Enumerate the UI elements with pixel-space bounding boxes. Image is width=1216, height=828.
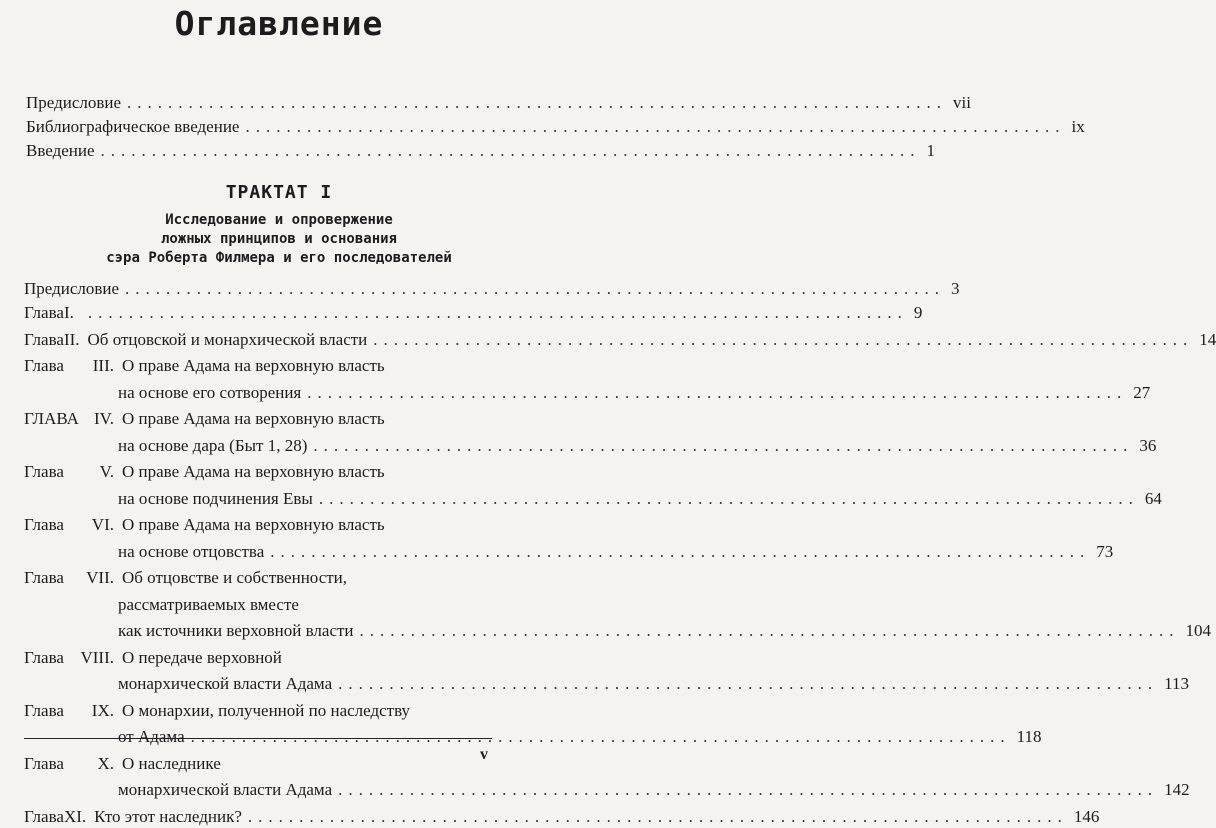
chapter-word: Глава	[24, 807, 64, 826]
chapter-title: О праве Адама на верховную власть	[122, 409, 385, 428]
chapter-title: Об отцовстве и собственности,	[122, 568, 348, 587]
chapter-entry[interactable]	[24, 567, 492, 589]
chapter-word: Глава	[24, 754, 64, 773]
chapter-title: на основе его сотворения	[118, 383, 302, 402]
toc-page-number: 14	[1199, 330, 1216, 349]
leader-dots: ................................................................................	[127, 93, 948, 112]
chapter-entry[interactable]	[24, 461, 492, 483]
chapter-word: Глава	[24, 701, 64, 720]
chapter-title: на основе дара (Быт 1, 28)	[118, 436, 308, 455]
toc-page-number: 36	[1139, 436, 1157, 455]
toc-page-number: 73	[1096, 542, 1114, 561]
leader-dots: ................................................................................	[318, 489, 1139, 508]
toc-page-number: 64	[1144, 489, 1162, 508]
chapter-entry[interactable]	[24, 514, 492, 536]
chapter-word: Глава	[24, 648, 64, 667]
chapter-number: VI.	[91, 515, 114, 534]
leader-dots: ................................................................................	[313, 436, 1134, 455]
chapter-title: Об отцовской и монархической власти	[87, 330, 368, 349]
chapter-entry-continuation[interactable]	[118, 726, 1042, 748]
chapter-word: Глава	[24, 462, 64, 481]
chapter-number: VIII.	[80, 648, 114, 667]
toc-entry[interactable]	[24, 278, 960, 300]
leader-dots: ................................................................................	[190, 727, 1011, 746]
treatise-subtitle: ложных принципов и основания	[160, 231, 397, 247]
chapter-entry[interactable]	[24, 647, 492, 669]
leader-dots: ................................................................................	[338, 674, 1159, 693]
treatise-subtitle: Исследование и опровержение	[165, 212, 393, 228]
chapter-title: как источники верховной власти	[118, 621, 354, 640]
chapter-number: IV.	[94, 409, 114, 428]
toc-page-number: 9	[913, 303, 923, 322]
chapter-word: Глава	[24, 330, 64, 349]
page-folio: v	[480, 746, 488, 763]
chapter-word: Глава	[24, 515, 64, 534]
chapter-entry-continuation[interactable]	[118, 435, 1157, 457]
chapter-number: III.	[92, 356, 114, 375]
toc-entry-label: Введение	[26, 141, 95, 160]
leader-dots: ................................................................................	[100, 141, 921, 160]
chapter-word: Глава	[24, 356, 64, 375]
chapter-title: О праве Адама на верховную власть	[122, 515, 385, 534]
treatise-heading: ТРАКТАТ I	[225, 182, 333, 203]
chapter-title: О праве Адама на верховную власть	[122, 356, 385, 375]
leader-dots: ................................................................................	[359, 621, 1180, 640]
chapter-entry-continuation[interactable]	[118, 779, 1190, 801]
toc-entry[interactable]	[26, 116, 1085, 138]
leader-dots: ................................................................................	[247, 807, 1068, 826]
leader-dots: ................................................................................	[373, 330, 1194, 349]
chapter-entry[interactable]	[24, 355, 492, 377]
chapter-entry-continuation[interactable]	[118, 673, 1189, 695]
chapter-entry[interactable]	[24, 302, 923, 324]
leader-dots: ................................................................................	[245, 117, 1066, 136]
chapter-word: ГЛАВА	[24, 409, 79, 428]
toc-page-number: 142	[1164, 780, 1190, 799]
chapter-entry-continuation[interactable]	[118, 488, 1162, 510]
toc-entry[interactable]	[26, 92, 971, 114]
chapter-word: Глава	[24, 303, 64, 322]
chapter-entry[interactable]	[24, 329, 1216, 351]
leader-dots: ................................................................................	[125, 279, 946, 298]
toc-entry[interactable]	[26, 140, 936, 162]
toc-entry-label: Предисловие	[26, 93, 122, 112]
leader-dots: ................................................................................	[87, 303, 908, 322]
chapter-number: V.	[99, 462, 114, 481]
leader-dots: ................................................................................	[270, 542, 1091, 561]
chapter-word: Глава	[24, 568, 64, 587]
toc-page-number: 146	[1073, 807, 1100, 826]
chapter-title: на основе подчинения Евы	[118, 489, 313, 508]
chapter-number: II.	[63, 330, 80, 349]
chapter-entry-continuation[interactable]	[118, 541, 1114, 563]
chapter-entry-continuation[interactable]	[118, 382, 1151, 404]
chapter-number: I.	[63, 303, 74, 322]
toc-page-number: 1	[926, 141, 936, 160]
toc-entry-label: Библиографическое введение	[26, 117, 240, 136]
chapter-entry[interactable]	[24, 806, 1100, 828]
toc-page-number: 118	[1016, 727, 1042, 746]
chapter-title: от Адама	[118, 727, 185, 746]
chapter-title: О монархии, полученной по наследству	[122, 701, 411, 720]
chapter-number: VII.	[86, 568, 114, 587]
chapter-entry[interactable]	[24, 408, 492, 430]
leader-dots: ................................................................................	[307, 383, 1128, 402]
treatise-subtitle: сэра Роберта Филмера и его последователей	[106, 250, 452, 266]
toc-page-number: ix	[1071, 117, 1085, 136]
page-title: Оглавление	[174, 4, 384, 43]
chapter-number: XI.	[63, 807, 87, 826]
leader-dots: ................................................................................	[338, 780, 1159, 799]
toc-page-number: 113	[1164, 674, 1189, 693]
toc-entry-label: Предисловие	[24, 279, 120, 298]
chapter-number: X.	[97, 754, 114, 773]
chapter-entry-continuation[interactable]	[118, 594, 492, 616]
chapter-entry[interactable]	[24, 700, 492, 722]
chapter-number: IX.	[91, 701, 114, 720]
chapter-title: на основе отцовства	[118, 542, 265, 561]
divider	[24, 738, 492, 739]
chapter-title: монархической власти Адама	[118, 780, 333, 799]
toc-page-number: 3	[951, 279, 960, 298]
chapter-entry-continuation[interactable]	[118, 620, 1212, 642]
chapter-title: О передаче верховной	[122, 648, 282, 667]
chapter-entry[interactable]	[24, 753, 492, 775]
chapter-title: Кто этот наследник?	[94, 807, 242, 826]
toc-page-number: 104	[1185, 621, 1212, 640]
chapter-title: О праве Адама на верховную власть	[122, 462, 385, 481]
chapter-title: рассматриваемых вместе	[118, 595, 299, 614]
toc-page-number: 27	[1133, 383, 1151, 402]
chapter-title: О наследнике	[122, 754, 221, 773]
chapter-title: монархической власти Адама	[118, 674, 333, 693]
toc-page-number: vii	[953, 93, 971, 112]
